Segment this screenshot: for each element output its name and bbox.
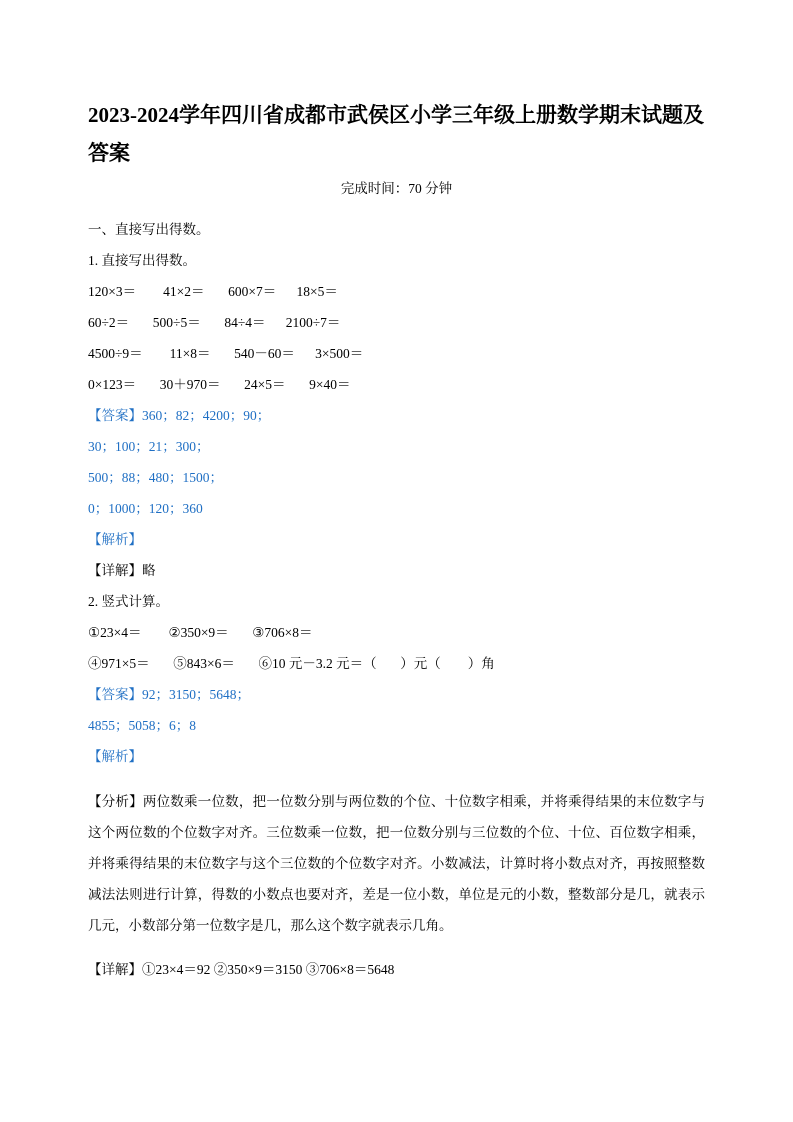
xiangjie-label: 【详解】 <box>88 563 142 578</box>
xiangjie-text: 略 <box>142 563 156 578</box>
answer-text: 360；82；4200；90； <box>142 408 271 423</box>
subtitle-time-limit: 完成时间：70 分钟 <box>340 181 453 196</box>
question-2-row: ④971×5＝ ⑤843×6＝ ⑥10 元－3.2 元＝（ ）元（ ）角 <box>88 656 495 671</box>
question-1-xiangjie <box>88 555 705 586</box>
question-1-answer-line: 500；88；480；1500； <box>88 470 223 485</box>
question-2-label: 2. 竖式计算。 <box>88 594 169 609</box>
page-title: 2023-2024学年四川省成都市武侯区小学三年级上册数学期末试题及答案 <box>88 103 704 165</box>
question-1-answer-line: 0；1000；120；360 <box>88 501 203 516</box>
question-1-jiexi-label: 【解析】 <box>88 532 142 547</box>
question-2-xiangjie <box>88 954 705 985</box>
fenxi-text: 两位数乘一位数，把一位数分别与两位数的个位、十位数字相乘，并将乘得结果的末位数字与这个两位数的个位数字对齐。三位数乘一位数，把一位数分别与三位数的个位、十位、百位数字相乘，并将乘得结果的末位数字与这个三位数的个位数字对齐。小数减法，计算时将小数点对齐，再按照整数减法法则进行计算，得数的小数点也要对齐，差是一位小数，单位是元的小数，整数部分是几，就表示几元，小数部分第一位数字是几，那么这个数字就表示几角。 <box>88 793 706 933</box>
question-1-row: 120×3＝ 41×2＝ 600×7＝ 18×5＝ <box>88 284 338 299</box>
answer-text: 92；3150；5648； <box>142 687 250 702</box>
question-1-row: 60÷2＝ 500÷5＝ 84÷4＝ 2100÷7＝ <box>88 315 341 330</box>
question-2-answer-line: 4855；5058；6；8 <box>88 718 196 733</box>
section-heading: 一、直接写出得数。 <box>88 222 210 237</box>
xiangjie-text: ①23×4＝92 ②350×9＝3150 ③706×8＝5648 <box>142 962 395 977</box>
question-1-label: 1. 直接写出得数。 <box>88 253 196 268</box>
question-2-fenxi <box>88 786 705 941</box>
xiangjie-label: 【详解】 <box>88 962 142 977</box>
question-2-jiexi-label: 【解析】 <box>88 749 142 764</box>
question-1-row: 4500÷9＝ 11×8＝ 540－60＝ 3×500＝ <box>88 346 364 361</box>
question-1-answer-line: 30；100；21；300； <box>88 439 210 454</box>
answer-label: 【答案】 <box>88 408 142 423</box>
question-1-row: 0×123＝ 30＋970＝ 24×5＝ 9×40＝ <box>88 377 351 392</box>
question-2-row: ①23×4＝ ②350×9＝ ③706×8＝ <box>88 625 313 640</box>
question-1-answer-line <box>88 400 705 431</box>
question-2-answer-line <box>88 679 705 710</box>
fenxi-label: 【分析】 <box>88 793 143 809</box>
answer-label: 【答案】 <box>88 687 142 702</box>
